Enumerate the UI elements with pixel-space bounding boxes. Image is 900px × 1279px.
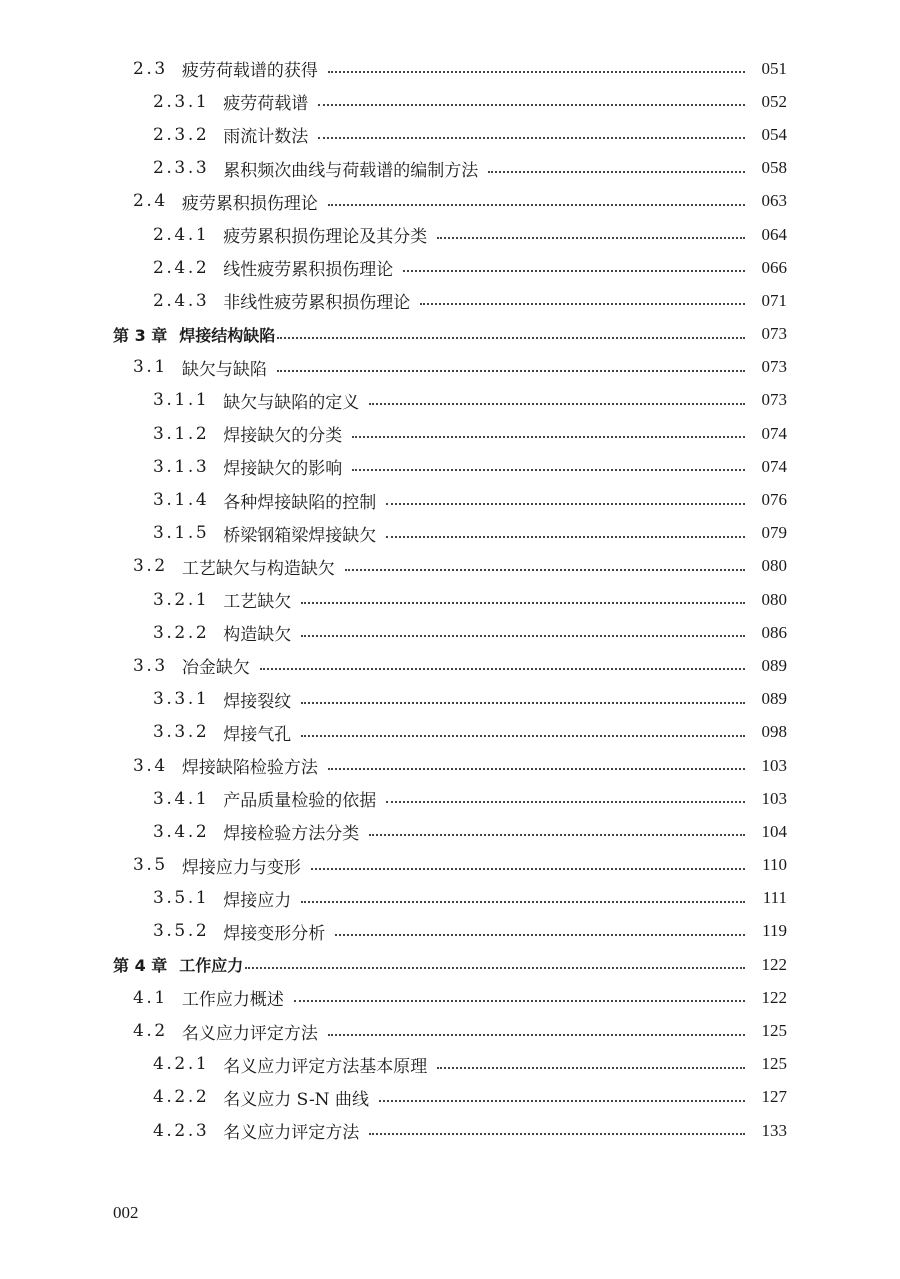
toc-entry-title: 焊接气孔 (223, 724, 292, 745)
toc-entry-number: 3.2 (133, 556, 168, 577)
toc-subsection-entry[interactable] (0, 251, 900, 284)
toc-entry-number: 第 3 章 (113, 325, 168, 345)
toc-entry-page: 080 (761, 556, 787, 576)
toc-entry-title: 名义应力评定方法 (223, 1123, 360, 1144)
dot-leader (379, 1099, 745, 1102)
dot-leader (386, 535, 745, 538)
toc-entry-page: 086 (761, 622, 787, 642)
dot-leader (311, 867, 745, 870)
toc-entry-title: 焊接结构缺陷 (179, 325, 276, 345)
dot-leader (301, 601, 745, 604)
toc-entry-number: 3.1.5 (153, 523, 210, 544)
toc-section-entry[interactable] (0, 52, 900, 85)
toc-entry-number: 3.3 (133, 655, 168, 676)
toc-entry-title: 非线性疲劳累积损伤理论 (223, 293, 411, 314)
toc-entry-page: 104 (761, 821, 787, 841)
dot-leader (352, 468, 745, 471)
toc-subsection-entry[interactable] (0, 483, 900, 516)
toc-subsection-entry[interactable] (0, 616, 900, 649)
toc-subsection-entry[interactable] (0, 118, 900, 151)
toc-entry-page: 098 (761, 722, 787, 742)
dot-leader (369, 1132, 745, 1135)
toc-subsection-entry[interactable] (0, 1114, 900, 1147)
toc-subsection-entry[interactable] (0, 384, 900, 417)
toc-entry-number: 3.5.2 (153, 921, 210, 942)
toc-section-entry[interactable] (0, 1014, 900, 1047)
toc-section-entry[interactable] (0, 351, 900, 384)
toc-entry-number: 2.4.1 (153, 224, 210, 245)
toc-entry-number: 3.1.4 (153, 490, 210, 511)
page-number: 002 (113, 1203, 139, 1222)
toc-subsection-entry[interactable] (0, 583, 900, 616)
toc-entry-page: 122 (761, 954, 787, 974)
toc-subsection-entry[interactable] (0, 218, 900, 251)
toc-section-entry[interactable] (0, 185, 900, 218)
toc-entry-title: 缺欠与缺陷的定义 (223, 392, 360, 413)
toc-entry-number: 2.3.2 (153, 124, 210, 145)
dot-leader (437, 236, 745, 239)
toc-entry-page: 111 (762, 888, 787, 908)
toc-entry-title: 名义应力评定方法 (181, 1023, 318, 1044)
toc-entry-number: 4.1 (133, 987, 168, 1008)
dot-leader (277, 336, 745, 339)
toc-entry-title: 工作应力概述 (181, 990, 284, 1011)
toc-entry-title: 焊接裂纹 (223, 691, 292, 712)
dot-leader (488, 170, 745, 173)
toc-entry-page: 073 (761, 357, 787, 377)
toc-entry-title: 工作应力 (179, 956, 244, 976)
toc-entry-number: 2.4.3 (153, 290, 210, 311)
toc-entry-page: 122 (761, 987, 787, 1007)
toc-entry-title: 焊接应力 (223, 890, 292, 911)
dot-leader (352, 435, 745, 438)
toc-entry-title: 名义应力 S-N 曲线 (223, 1089, 369, 1110)
dot-leader (386, 800, 745, 803)
toc-entry-page: 064 (761, 224, 787, 244)
toc-entry-page: 063 (761, 191, 787, 211)
toc-entry-page: 127 (761, 1087, 787, 1107)
toc-entry-title: 疲劳荷载谱 (223, 94, 309, 115)
dot-leader (335, 933, 745, 936)
toc-entry-page: 125 (761, 1021, 787, 1041)
toc-entry-title: 疲劳累积损伤理论及其分类 (223, 227, 428, 248)
toc-entry-number: 3.2.2 (153, 622, 210, 643)
table-of-contents (0, 52, 900, 1147)
dot-leader (277, 369, 745, 372)
toc-entry-page: 110 (762, 855, 787, 875)
toc-entry-title: 焊接应力与变形 (181, 857, 301, 878)
toc-entry-page: 089 (761, 689, 787, 709)
toc-subsection-entry[interactable] (0, 85, 900, 118)
toc-entry-title: 构造缺欠 (223, 625, 292, 646)
toc-subsection-entry[interactable] (0, 152, 900, 185)
toc-entry-page: 054 (761, 124, 787, 144)
toc-entry-page: 079 (761, 523, 787, 543)
toc-entry-page: 133 (761, 1120, 787, 1140)
toc-entry-number: 第 4 章 (113, 956, 168, 976)
dot-leader (437, 1066, 745, 1069)
dot-leader (301, 634, 745, 637)
toc-section-entry[interactable] (0, 649, 900, 682)
dot-leader (245, 966, 745, 969)
toc-entry-number: 4.2 (133, 1021, 168, 1042)
toc-entry-number: 2.4.2 (153, 257, 210, 278)
toc-entry-number: 3.1 (133, 357, 168, 378)
dot-leader (369, 402, 745, 405)
toc-entry-title: 缺欠与缺陷 (181, 359, 267, 380)
dot-leader (318, 103, 745, 106)
dot-leader (369, 833, 745, 836)
toc-entry-title: 桥梁钢箱梁焊接缺欠 (223, 525, 377, 546)
toc-entry-title: 焊接缺陷检验方法 (181, 758, 318, 779)
toc-section-entry[interactable] (0, 981, 900, 1014)
toc-entry-number: 2.4 (133, 191, 168, 212)
toc-subsection-entry[interactable] (0, 1081, 900, 1114)
toc-entry-title: 产品质量检验的依据 (223, 791, 377, 812)
dot-leader (328, 203, 745, 206)
dot-leader (345, 568, 745, 571)
toc-entry-number: 3.4 (133, 755, 168, 776)
toc-entry-title: 疲劳荷载谱的获得 (181, 61, 318, 82)
toc-entry-page: 089 (761, 655, 787, 675)
toc-entry-title: 雨流计数法 (223, 127, 309, 148)
toc-subsection-entry[interactable] (0, 915, 900, 948)
toc-entry-number: 3.3.2 (153, 722, 210, 743)
dot-leader (386, 502, 745, 505)
dot-leader (301, 734, 745, 737)
toc-entry-page: 066 (761, 257, 787, 277)
toc-entry-title: 焊接检验方法分类 (223, 824, 360, 845)
toc-entry-title: 累积频次曲线与荷载谱的编制方法 (223, 160, 479, 181)
toc-entry-number: 2.3 (133, 58, 168, 79)
toc-entry-number: 4.2.3 (153, 1120, 210, 1141)
toc-entry-number: 3.3.1 (153, 689, 210, 710)
toc-entry-title: 工艺缺欠与构造缺欠 (181, 558, 335, 579)
dot-leader (301, 900, 745, 903)
toc-entry-page: 103 (761, 788, 787, 808)
dot-leader (328, 1033, 745, 1036)
toc-entry-page: 076 (761, 490, 787, 510)
toc-entry-number: 3.1.2 (153, 423, 210, 444)
toc-entry-page: 052 (761, 91, 787, 111)
toc-subsection-entry[interactable] (0, 517, 900, 550)
toc-chapter-entry[interactable] (0, 318, 900, 351)
dot-leader (318, 136, 745, 139)
dot-leader (301, 701, 745, 704)
toc-entry-number: 4.2.2 (153, 1087, 210, 1108)
toc-entry-page: 125 (761, 1054, 787, 1074)
toc-subsection-entry[interactable] (0, 782, 900, 815)
toc-entry-title: 工艺缺欠 (223, 592, 292, 613)
toc-entry-number: 3.1.1 (153, 390, 210, 411)
toc-entry-page: 103 (761, 755, 787, 775)
toc-entry-number: 3.4.1 (153, 788, 210, 809)
toc-subsection-entry[interactable] (0, 716, 900, 749)
toc-entry-title: 焊接缺欠的影响 (223, 459, 343, 480)
toc-entry-page: 071 (761, 290, 787, 310)
dot-leader (260, 667, 745, 670)
toc-entry-page: 074 (761, 423, 787, 443)
toc-entry-number: 3.1.3 (153, 456, 210, 477)
toc-entry-title: 线性疲劳累积损伤理论 (223, 260, 394, 281)
toc-entry-number: 2.3.3 (153, 158, 210, 179)
toc-entry-title: 各种焊接缺陷的控制 (223, 492, 377, 513)
toc-entry-title: 冶金缺欠 (181, 658, 250, 679)
toc-entry-title: 焊接变形分析 (223, 923, 326, 944)
toc-entry-number: 2.3.1 (153, 91, 210, 112)
toc-entry-page: 074 (761, 456, 787, 476)
toc-entry-number: 3.5 (133, 855, 168, 876)
toc-subsection-entry[interactable] (0, 450, 900, 483)
toc-entry-number: 3.2.1 (153, 589, 210, 610)
toc-entry-title: 焊接缺欠的分类 (223, 426, 343, 447)
toc-subsection-entry[interactable] (0, 417, 900, 450)
toc-entry-page: 080 (761, 589, 787, 609)
toc-entry-title: 疲劳累积损伤理论 (181, 193, 318, 214)
toc-subsection-entry[interactable] (0, 284, 900, 317)
toc-entry-page: 119 (762, 921, 787, 941)
toc-entry-page: 051 (761, 58, 787, 78)
dot-leader (328, 70, 745, 73)
toc-entry-page: 058 (761, 158, 787, 178)
toc-entry-page: 073 (761, 324, 787, 344)
toc-subsection-entry[interactable] (0, 882, 900, 915)
toc-entry-title: 名义应力评定方法基本原理 (223, 1056, 428, 1077)
toc-section-entry[interactable] (0, 749, 900, 782)
dot-leader (328, 767, 745, 770)
dot-leader (403, 269, 745, 272)
dot-leader (420, 302, 745, 305)
toc-chapter-entry[interactable] (0, 948, 900, 981)
toc-entry-number: 4.2.1 (153, 1054, 210, 1075)
dot-leader (294, 999, 745, 1002)
toc-section-entry[interactable] (0, 550, 900, 583)
toc-subsection-entry[interactable] (0, 1048, 900, 1081)
toc-section-entry[interactable] (0, 849, 900, 882)
toc-entry-number: 3.4.2 (153, 821, 210, 842)
toc-subsection-entry[interactable] (0, 683, 900, 716)
toc-entry-number: 3.5.1 (153, 888, 210, 909)
toc-subsection-entry[interactable] (0, 815, 900, 848)
toc-entry-page: 073 (761, 390, 787, 410)
